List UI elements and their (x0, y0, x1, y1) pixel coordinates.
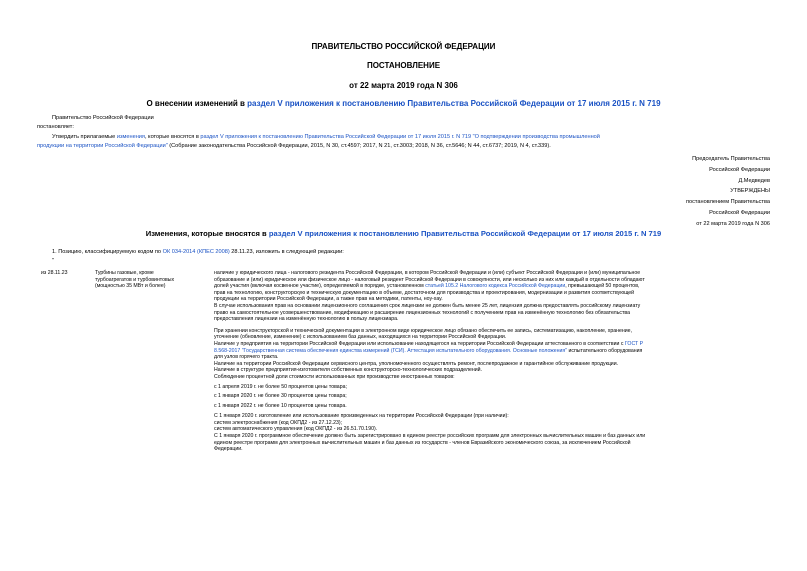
resolution-text: (Собрание законодательства Российской Федерации, 2015, N 30, ст.4597; 2017, N 21, ст.3003; 2018, N 36, ст.5646; N 44, ст.6737; 2019, N 4, ст.339). (167, 143, 551, 149)
requirement-line: уточнение (обновление, изменение) с использованием баз данных, находящихся на территории Российской Федерации. (214, 334, 507, 341)
requirement-line: Соблюдение процентной доли стоимости использованных при производстве иностранных товаров: (214, 373, 455, 380)
requirement-text: испытательного оборудования (567, 347, 643, 354)
row-product-name (95, 270, 174, 290)
preamble-line-1: Правительство Российской Федерации (52, 115, 154, 121)
requirement-line (214, 283, 774, 290)
signature-line: Председатель Правительства (692, 156, 770, 162)
share-line: с 1 апреля 2019 г. не более 50 процентов цены товара; (214, 383, 347, 390)
changes-link[interactable]: изменения (116, 134, 145, 140)
requirement-line: В случае использования прав на основании лицензионного соглашения срок лицензии не должен быть менее 25 лет, лицензия должна предоставлять российскому лицензиату (214, 302, 641, 309)
requirement-text: Наличие у предприятия на территории Российской Федерации или использование находящегося на территории Российской Федерации аттестованного в соответствии с (214, 340, 625, 347)
requirement-line: С 1 января 2020 г. изготовление или использование произведенных на территории Российской Федерации (при наличии): (214, 413, 509, 420)
requirement-line: право на самостоятельное усовершенствование, модификацию и расширение лицензионных технологий с получением прав на изменённую технологию без обязательства (214, 309, 630, 316)
resolution-line-2 (37, 143, 551, 150)
resolution-text: , которые вносятся в (144, 134, 201, 140)
changes-title-prefix: Изменения, которые вносятся в (145, 229, 269, 238)
requirement-line: едином реестре программ для электронных вычислительных машин и баз данных из государств - членов Евразийского экономического союза, за исключением Российской (214, 439, 631, 446)
signature-line: Российской Федерации (709, 209, 770, 216)
share-line: с 1 января 2020 г. не более 30 процентов цены товара; (214, 393, 347, 400)
requirement-line: прав на технологию, конструкторскую и техническую документацию в объеме, достаточном для производства и проектирования, модернизации и развития соответствующей (214, 289, 635, 296)
row-code: из 28.11.23 (41, 270, 68, 276)
gost-link[interactable]: ГОСТ Р (624, 340, 644, 347)
requirement-line: наличие у юридического лица - налогового резидента Российской Федерации, в котором Российской Федерации и (или) субъект Российской Федерации и (или) муниципальное (214, 270, 641, 276)
requirement-line: Наличие в структуре предприятия-изготовителя собственных конструкторско-технологических подразделений. (214, 367, 482, 374)
requirement-text: долей участия (включая косвенное участие), определяемой в порядке, установленном (214, 283, 426, 290)
share-line: с 1 января 2022 г. не более 10 процентов цены товара. (214, 402, 347, 409)
opening-quote: " (52, 258, 54, 264)
okpd-link[interactable]: ОК 034-2014 (КПЕС 2008) (162, 249, 230, 255)
signature-line: Российской Федерации (709, 166, 770, 173)
item-1-text: 28.11.23, изложить в следующей редакции: (229, 249, 344, 255)
requirement-line: образование и (или) юридическое или физическое лицо - налоговый резидент Российской Федерации в совокупности, или несколько из них или каждый в отдельности обладают (214, 276, 645, 283)
signature-line: от 22 марта 2019 года N 306 (696, 220, 770, 227)
requirement-line (214, 348, 774, 355)
resolution-text: Утвердить прилагаемые (52, 134, 117, 140)
row-requirements (214, 270, 774, 453)
document-date-number: от 22 марта 2019 года N 306 (349, 81, 458, 90)
requirement-line: предоставления лицензии на изменённую технологию в пользу лицензиара. (214, 316, 399, 323)
signature-line: постановлением Правительства (685, 199, 770, 206)
document-title (0, 99, 807, 108)
requirement-line: Наличие на территории Российской Федерации сервисного центра, уполномоченного осуществлять ремонт, послепродажное и гарантийное обслуживание продукции. (214, 360, 619, 367)
requirement-line: для узлов горячего тракта. (214, 354, 279, 361)
tax-code-link[interactable]: статьей 105.2 Налогового кодекса Российской Федерации (425, 283, 566, 290)
resolution-line-1 (52, 134, 600, 141)
requirement-line: Федерации. (214, 446, 243, 453)
document-title-prefix: О внесении изменений в (146, 99, 248, 108)
requirement-line: При хранении конструкторской и технической документации в электронном виде юридическое лицо обязано обеспечить ее запись, систематизацию, накопление, хранение, (214, 327, 632, 334)
section-v-link[interactable]: раздел V приложения к постановлению Правительства Российской Федерации от 17 июля 2015 г. N 719 "О подтверждении производства промышленной (200, 134, 600, 140)
product-name-line: турбоагрегатов и турбовинтовых (95, 276, 175, 283)
requirement-line: С 1 января 2020 г. программное обеспечение должно быть зарегистрировано в едином реестре российских программ для электронных вычислительных машин и баз данных или (214, 433, 646, 440)
signature-line: Д.Медведев (738, 177, 770, 184)
requirement-line: систем автоматического управления (код ОКПД2 - из 26.51.70.190). (214, 426, 378, 433)
item-1 (52, 249, 344, 256)
gost-link-cont[interactable]: 8.568-2017 "Государственная система обеспечения единства измерений (ГСИ). Аттестация испытательного оборудования. Основные положения" (214, 347, 568, 354)
preamble-line-2: постановляет: (37, 124, 74, 130)
signature-block (600, 154, 770, 230)
section-v-link-cont[interactable]: продукции на территории Российской Федерации" (37, 143, 168, 149)
requirement-line: систем электроснабжения (код ОКПД2 - из 27.12.23); (214, 419, 343, 426)
changes-title (0, 229, 807, 238)
title-link[interactable]: раздел V приложения к постановлению Правительства Российской Федерации от 17 июля 2015 г. N 719 (247, 99, 661, 108)
product-name-line: Турбины газовые, кроме (95, 270, 154, 276)
product-name-line: (мощностью 35 МВт и более) (95, 283, 166, 290)
government-heading: ПРАВИТЕЛЬСТВО РОССИЙСКОЙ ФЕДЕРАЦИИ (311, 42, 496, 51)
changes-title-link[interactable]: раздел V приложения к постановлению Правительства Российской Федерации от 17 июля 2015 г. N 719 (268, 229, 662, 238)
requirement-line (214, 341, 774, 348)
item-1-text: 1. Позицию, классифицируемую кодом по (52, 249, 163, 255)
document-type-heading: ПОСТАНОВЛЕНИЕ (366, 61, 441, 70)
requirement-line: продукции на территории Российской Федерации, а также прав на методики, патенты, ноу-хау. (214, 296, 443, 303)
signature-line: УТВЕРЖДЕНЫ (730, 188, 770, 195)
requirement-text: , превышающей 50 процентов, (565, 283, 640, 290)
